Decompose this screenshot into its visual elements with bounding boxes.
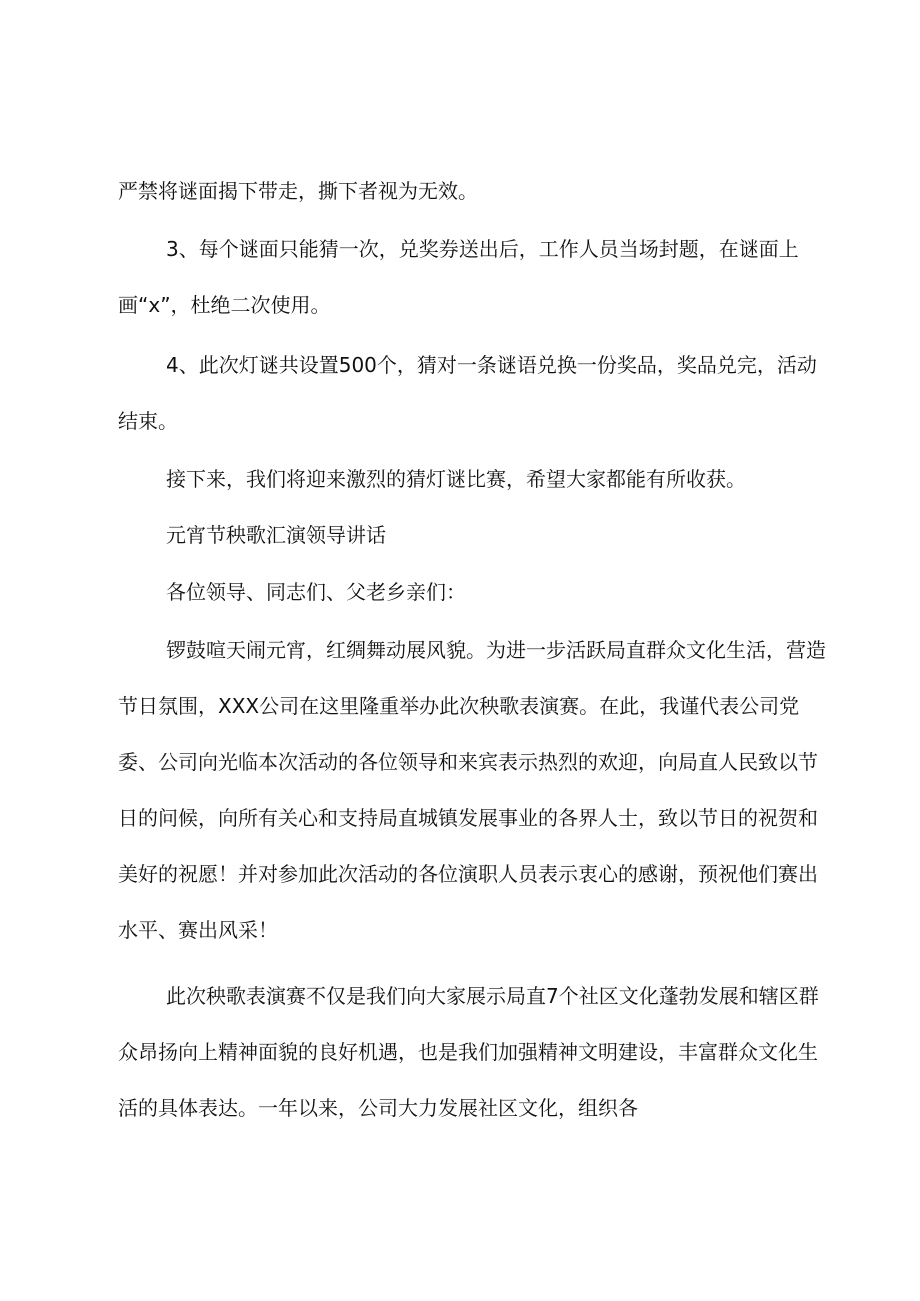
speech-paragraph-2: 此次秧歌表演赛不仅是我们向大家展示局直7个社区文化蓬勃发展和辖区群众昂扬向上精神面貌的良好机遇，也是我们加强精神文明建设，丰富群众文化生活的具体表达。一年以来，公司大力发展社区文化，组织各: [118, 984, 819, 1120]
speech-paragraph-1: 锣鼓喧天闹元宵，红绸舞动展风貌。为进一步活跃局直群众文化生活，营造节日氛围，XXX公司在这里隆重举办此次秧歌表演赛。在此，我谨代表公司党委、公司向光临本次活动的各位领导和来宾表示热烈的欢迎，向局直人民致以节日的问候，向所有关心和支持局直城镇发展事业的各界人士，致以节日的祝贺和美好的祝愿！并对参加此次活动的各位演职人员表示衷心的感谢，预祝他们赛出水平、赛出风采！: [118, 638, 826, 942]
speech-salutation: 各位领导、同志们、父老乡亲们：: [166, 580, 466, 604]
paragraph-rule-4: 4、此次灯谜共设置500个，猜对一条谜语兑换一份奖品，奖品兑完，活动结束。: [118, 353, 817, 433]
paragraph-rule-3: 3、每个谜面只能猜一次，兑奖券送出后，工作人员当场封题，在谜面上画“x”，杜绝二次使用。: [118, 237, 799, 317]
paragraph-continuation: 严禁将谜面揭下带走，撕下者视为无效。: [118, 179, 478, 203]
paragraph-transition: 接下来，我们将迎来激烈的猜灯谜比赛，希望大家都能有所收获。: [166, 467, 746, 491]
speech-title: 元宵节秧歌汇演领导讲话: [166, 523, 386, 547]
